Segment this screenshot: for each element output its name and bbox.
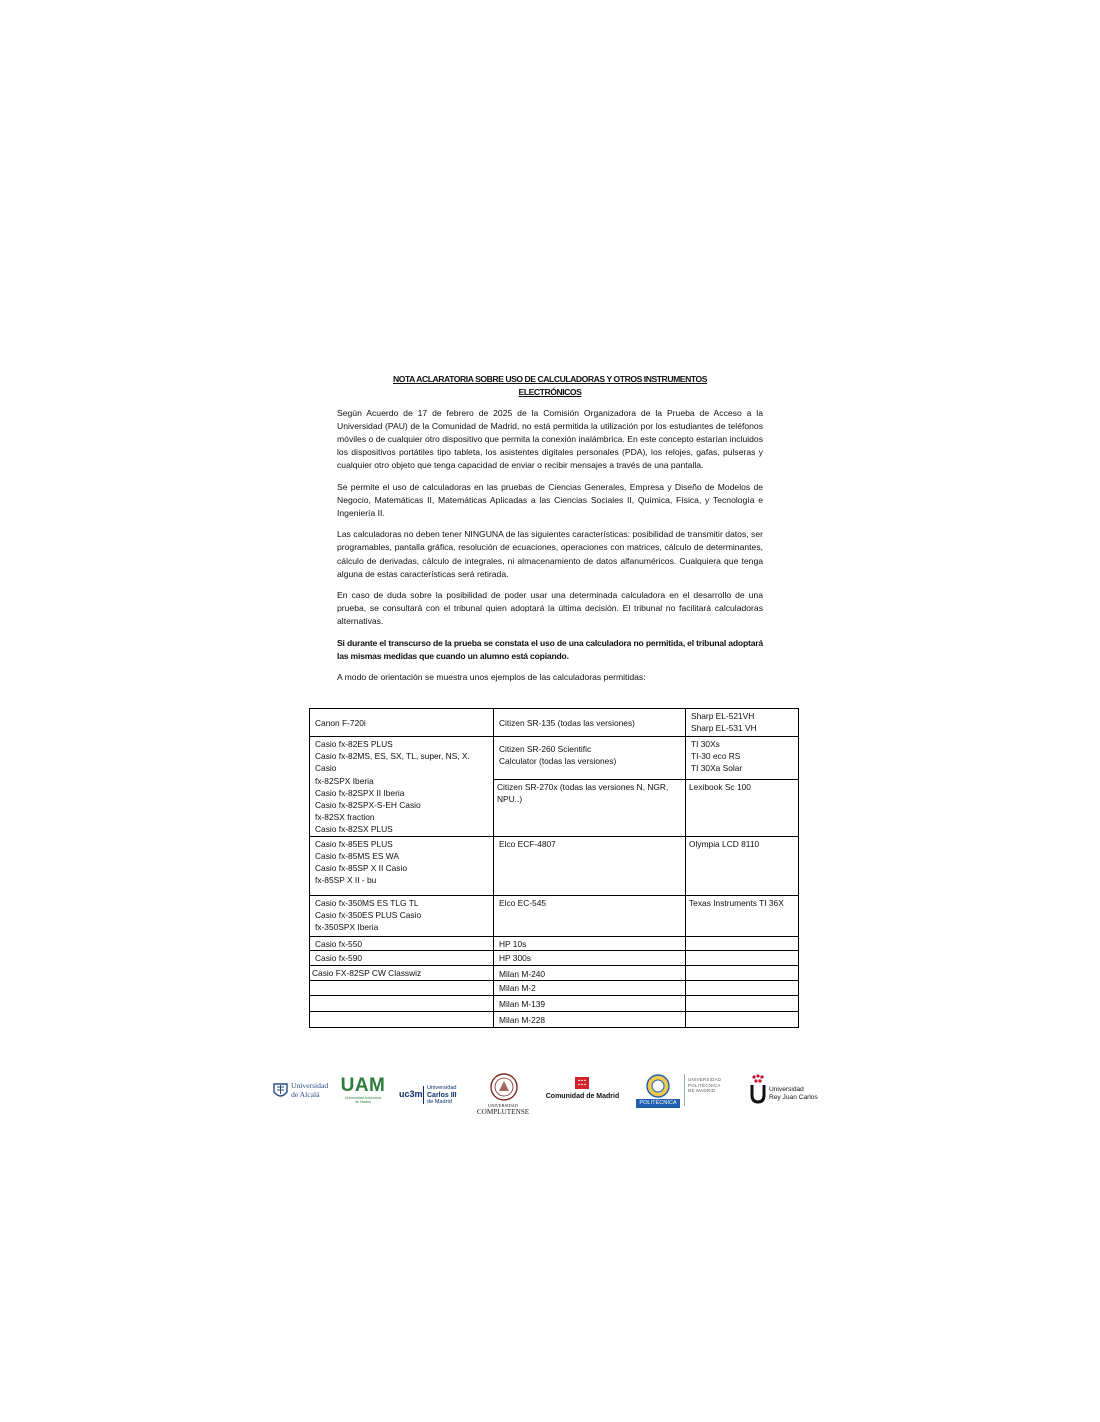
calculators-table: [309, 708, 799, 1028]
urjc-line-2: Rey Juan Carlos: [769, 1094, 818, 1101]
table-cell: [494, 709, 686, 737]
table-cell: [494, 965, 686, 980]
table-cell: [310, 996, 494, 1012]
logo-comunidad-madrid: [540, 1077, 625, 1107]
table-cell: [686, 950, 799, 965]
cell-text: Casio fx-350MS ES TLG TL: [315, 897, 419, 908]
uc3m-line-3: de Madrid: [427, 1098, 452, 1105]
cell-text: Casio fx-82SPX II Iberia: [315, 787, 405, 798]
upm-divider: [684, 1074, 685, 1106]
uc3m-mark: uc3m: [399, 1089, 423, 1099]
uc3m-line-2: Carlos III: [427, 1091, 457, 1099]
table-row: [310, 936, 799, 950]
table-cell: [310, 950, 494, 965]
paragraph-agreement: Según Acuerdo de 17 de febrero de 2025 de la Comisión Organizadora de la Prueba de Acceso a la Universidad (PAU) de la Comunidad de Madrid, no está permitida la utilización por los estudiantes de teléfonos móviles o de cualquier otro dispositivo que permita la conexión inalámbrica. En este concepto estarían incluidos los dispositivos portátiles tipo tableta, los asistentes digitales personales (PDA), los relojes, gafas, pulseras y cualquier otro objeto que tenga capacidad de enviar o recibir mensajes a través de una pantalla.: [337, 408, 763, 471]
upm-line-2: POLITÉCNICA: [688, 1082, 721, 1088]
table-cell: [494, 895, 686, 936]
alcala-line-2: de Alcalá: [291, 1090, 320, 1099]
cell-text: Casio fx-85ES PLUS: [315, 838, 393, 849]
cell-text: Casio fx-82SX PLUS: [315, 824, 393, 835]
cell-text: fx-350SPX Iberia: [315, 922, 379, 933]
table-cell: [494, 737, 686, 780]
table-cell: [310, 895, 494, 936]
cell-text: Casio fx-590: [315, 952, 363, 963]
table-cell: [310, 936, 494, 950]
table-cell: [310, 1012, 494, 1028]
document-body: [337, 407, 763, 692]
cell-text: Casio fx-82SPX-S-EH Casio: [315, 800, 421, 811]
logo-uc3m: [399, 1085, 465, 1109]
cell-text: Canon F-720i: [315, 717, 366, 728]
cell-text: Casio fx-85MS ES WA: [315, 850, 399, 861]
complutense-seal-icon: [490, 1072, 518, 1102]
cell-text: Olympia LCD 8110: [689, 838, 760, 849]
cell-text: NPU..): [497, 794, 523, 805]
upm-line-1: UNIVERSIDAD: [688, 1077, 722, 1082]
cell-text: Sharp EL-531 VH: [691, 723, 757, 734]
alcala-line-1: Universidad: [291, 1081, 329, 1090]
uam-sub-2: de Madrid: [355, 1100, 371, 1105]
cell-text: Casio fx-85SP X II Casio: [315, 863, 408, 874]
table-cell: [494, 836, 686, 895]
cell-text: Elco ECF-4807: [499, 838, 556, 849]
cell-text: Milan M-228: [499, 1015, 546, 1026]
cell-text: Milan M-2: [499, 983, 536, 994]
cell-text: Citizen SR-260 Scientific: [499, 744, 592, 754]
university-logos: [270, 1072, 830, 1122]
table-row: [310, 981, 799, 996]
upm-badge: POLITÉCNICA: [636, 1099, 680, 1108]
table-cell: [686, 709, 799, 737]
cell-text: Casio fx-350ES PLUS Casio: [315, 909, 422, 920]
urjc-u-icon: [750, 1074, 766, 1104]
uam-wordmark: UAM: [340, 1075, 386, 1096]
cell-text: TI 30Xa Solar: [691, 763, 743, 774]
cell-text: HP 300s: [499, 952, 531, 963]
paragraph-forbidden-features: Las calculadoras no deben tener NINGUNA de las siguientes características: posibilidad de transmitir datos, ser programables, pantalla gráfica, resolución de ecuaciones, operaciones con matrices, cálculo de determinantes, cálculo de derivadas, cálculo de integrales, ni almacenamiento de datos alfanuméricos. Cualquiera que tenga alguna de estas características será retirada.: [337, 529, 763, 579]
table-cell: [494, 950, 686, 965]
logo-urjc: [750, 1074, 830, 1110]
cell-text: TI 30Xs: [691, 739, 720, 749]
table-row: [310, 965, 799, 980]
table-cell: [686, 895, 799, 936]
upm-crest-icon: [646, 1074, 670, 1098]
logo-upm: [636, 1074, 736, 1110]
table-cell: [686, 836, 799, 895]
alcala-crest-icon: [273, 1082, 288, 1100]
table-row: [310, 836, 799, 895]
cell-text: Sharp EL-521VH: [691, 711, 755, 721]
urjc-line-1: Universidad: [769, 1086, 804, 1093]
cell-text: Lexibook Sc 100: [689, 781, 751, 792]
table-cell: [494, 779, 686, 836]
table-cell: [494, 1012, 686, 1028]
table-row: [310, 996, 799, 1012]
table-cell: [494, 936, 686, 950]
table-cell: [686, 779, 799, 836]
complutense-line-1: UNIVERSIDAD: [487, 1103, 518, 1108]
cell-text: Casio fx-550: [315, 938, 363, 949]
table-cell: [494, 981, 686, 996]
document-title: [337, 373, 763, 399]
cell-text: Casio fx-82ES PLUS: [315, 739, 393, 749]
table-cell: [310, 981, 494, 996]
table-cell: [686, 965, 799, 980]
cell-text: Casio fx-82MS, ES, SX, TL, super, NS, X. Casio: [315, 751, 470, 774]
cell-text: fx-85SP X II - bu: [315, 875, 377, 886]
table-row: [310, 1012, 799, 1028]
madrid-flag-icon: [575, 1077, 589, 1089]
paragraph-warning: Si durante el transcurso de la prueba se constata el uso de una calculadora no permitida, el tribunal adoptará las mismas medidas que cuando un alumno está copiando.: [337, 637, 763, 661]
upm-line-3: DE MADRID: [688, 1088, 716, 1094]
title-line-1: NOTA ACLARATORIA SOBRE USO DE CALCULADORAS Y OTROS INSTRUMENTOS: [393, 374, 707, 384]
cell-text: TI-30 eco RS: [691, 751, 741, 762]
table-cell: [686, 1012, 799, 1028]
paragraph-doubt: En caso de duda sobre la posibilidad de poder usar una determinada calculadora en el desarrollo de una prueba, se consultará con el tribunal quien adoptará la última decisión. El tribunal no facilitará calculadoras alternativas.: [337, 590, 763, 627]
cell-text: Calculator (todas las versiones): [499, 756, 617, 767]
cell-text: Citizen SR-135 (todas las versiones): [499, 717, 635, 728]
table-cell: [686, 936, 799, 950]
logo-complutense: [473, 1072, 533, 1120]
table-cell: [310, 709, 494, 737]
cell-text: fx-82SX fraction: [315, 812, 375, 823]
paragraph-allowed-exams: Se permite el uso de calculadoras en las pruebas de Ciencias Generales, Empresa y Diseño de Modelos de Negocio, Matemáticas II, Matemáticas Aplicadas a las Ciencias Sociales II, Química, Física, y Tecnología e Ingeniería II.: [337, 481, 763, 518]
table-cell: [310, 836, 494, 895]
table-row: [310, 895, 799, 936]
title-line-2: ELECTRÓNICOS: [518, 387, 582, 397]
table-cell: [686, 981, 799, 996]
table-cell: [686, 737, 799, 780]
table-row: [310, 950, 799, 965]
cell-text: fx-82SPX Iberia: [315, 775, 374, 786]
cell-text: Milan M-139: [499, 999, 546, 1010]
cell-text: HP 10s: [499, 938, 527, 949]
uc3m-divider: [423, 1086, 424, 1104]
uam-sub-1: Universidad Autónoma: [344, 1096, 382, 1100]
logo-uam: [340, 1076, 386, 1116]
table-cell: [686, 996, 799, 1012]
cell-text: Elco EC-545: [499, 897, 547, 908]
logo-alcala: [273, 1080, 333, 1104]
cell-text: Milan M-240: [499, 968, 546, 979]
cell-text: Texas Instruments TI 36X: [689, 897, 784, 908]
table-row: [310, 709, 799, 737]
table-row: [310, 737, 799, 780]
cam-label: Comunidad de Madrid: [545, 1093, 620, 1100]
table-cell: [310, 965, 494, 980]
table-cell: [494, 996, 686, 1012]
uc3m-line-1: Universidad: [427, 1085, 457, 1091]
cell-text: Citizen SR-270x (todas las versiones N, NGR,: [497, 781, 669, 792]
cell-text: Casio FX-82SP CW Classwiz: [312, 967, 422, 978]
table-cell: [310, 737, 494, 837]
complutense-line-2: COMPLUTENSE: [476, 1108, 530, 1116]
paragraph-intro-table: A modo de orientación se muestra unos ejemplos de las calculadoras permitidas:: [337, 672, 646, 683]
